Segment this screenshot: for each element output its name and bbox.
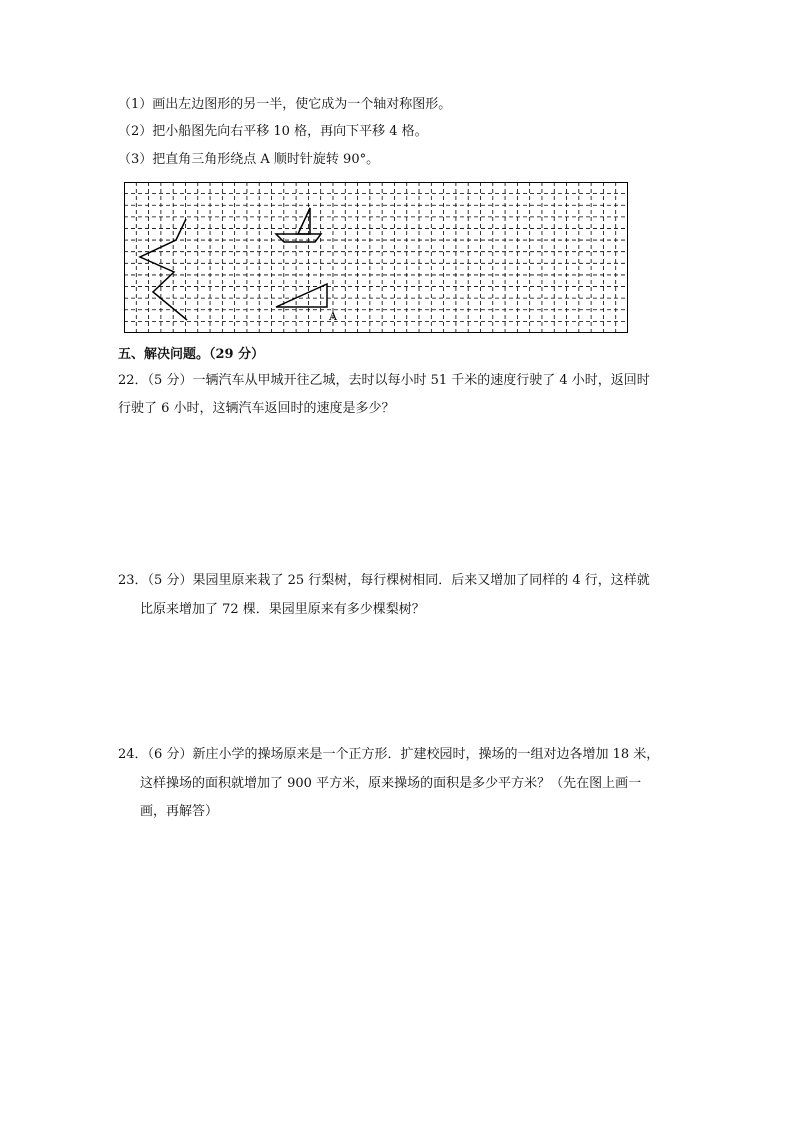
grid-figure [124,182,628,333]
problem-22-line-2: 行驶了 6 小时，这辆汽车返回时的速度是多少？ [118,401,395,416]
point-label-a: A [329,310,337,323]
problem-23-line-2: 比原来增加了 72 棵．果园里原来有多少棵梨树？ [140,602,425,617]
problem-22-line-1: 22．（5 分）一辆汽车从甲城开往乙城，去时以每小时 51 千米的速度行驶了 4 小时，返回时 [118,373,650,388]
instruction-1: （1）画出左边图形的另一半，使它成为一个轴对称图形。 [118,97,452,112]
instruction-3: （3）把直角三角形绕点 A 顺时针旋转 90°。 [118,152,380,167]
problem-24-line-1: 24．（6 分）新庄小学的操场原来是一个正方形．扩建校园时，操场的一组对边各增加 18 米， [118,747,660,762]
problem-24-line-2: 这样操场的面积就增加了 900 平方米，原来操场的面积是多少平方米？（先在图上画一 [140,776,642,791]
problem-23-line-1: 23．（5 分）果园里原来栽了 25 行梨树，每行棵树相同．后来又增加了同样的 4 行，这样就 [118,573,650,588]
instruction-2: （2）把小船图先向右平移 10 格，再向下平移 4 格。 [118,124,428,139]
section-title: 五、解决问题。（29 分） [118,347,265,362]
problem-24-line-3: 画，再解答） [140,804,219,819]
